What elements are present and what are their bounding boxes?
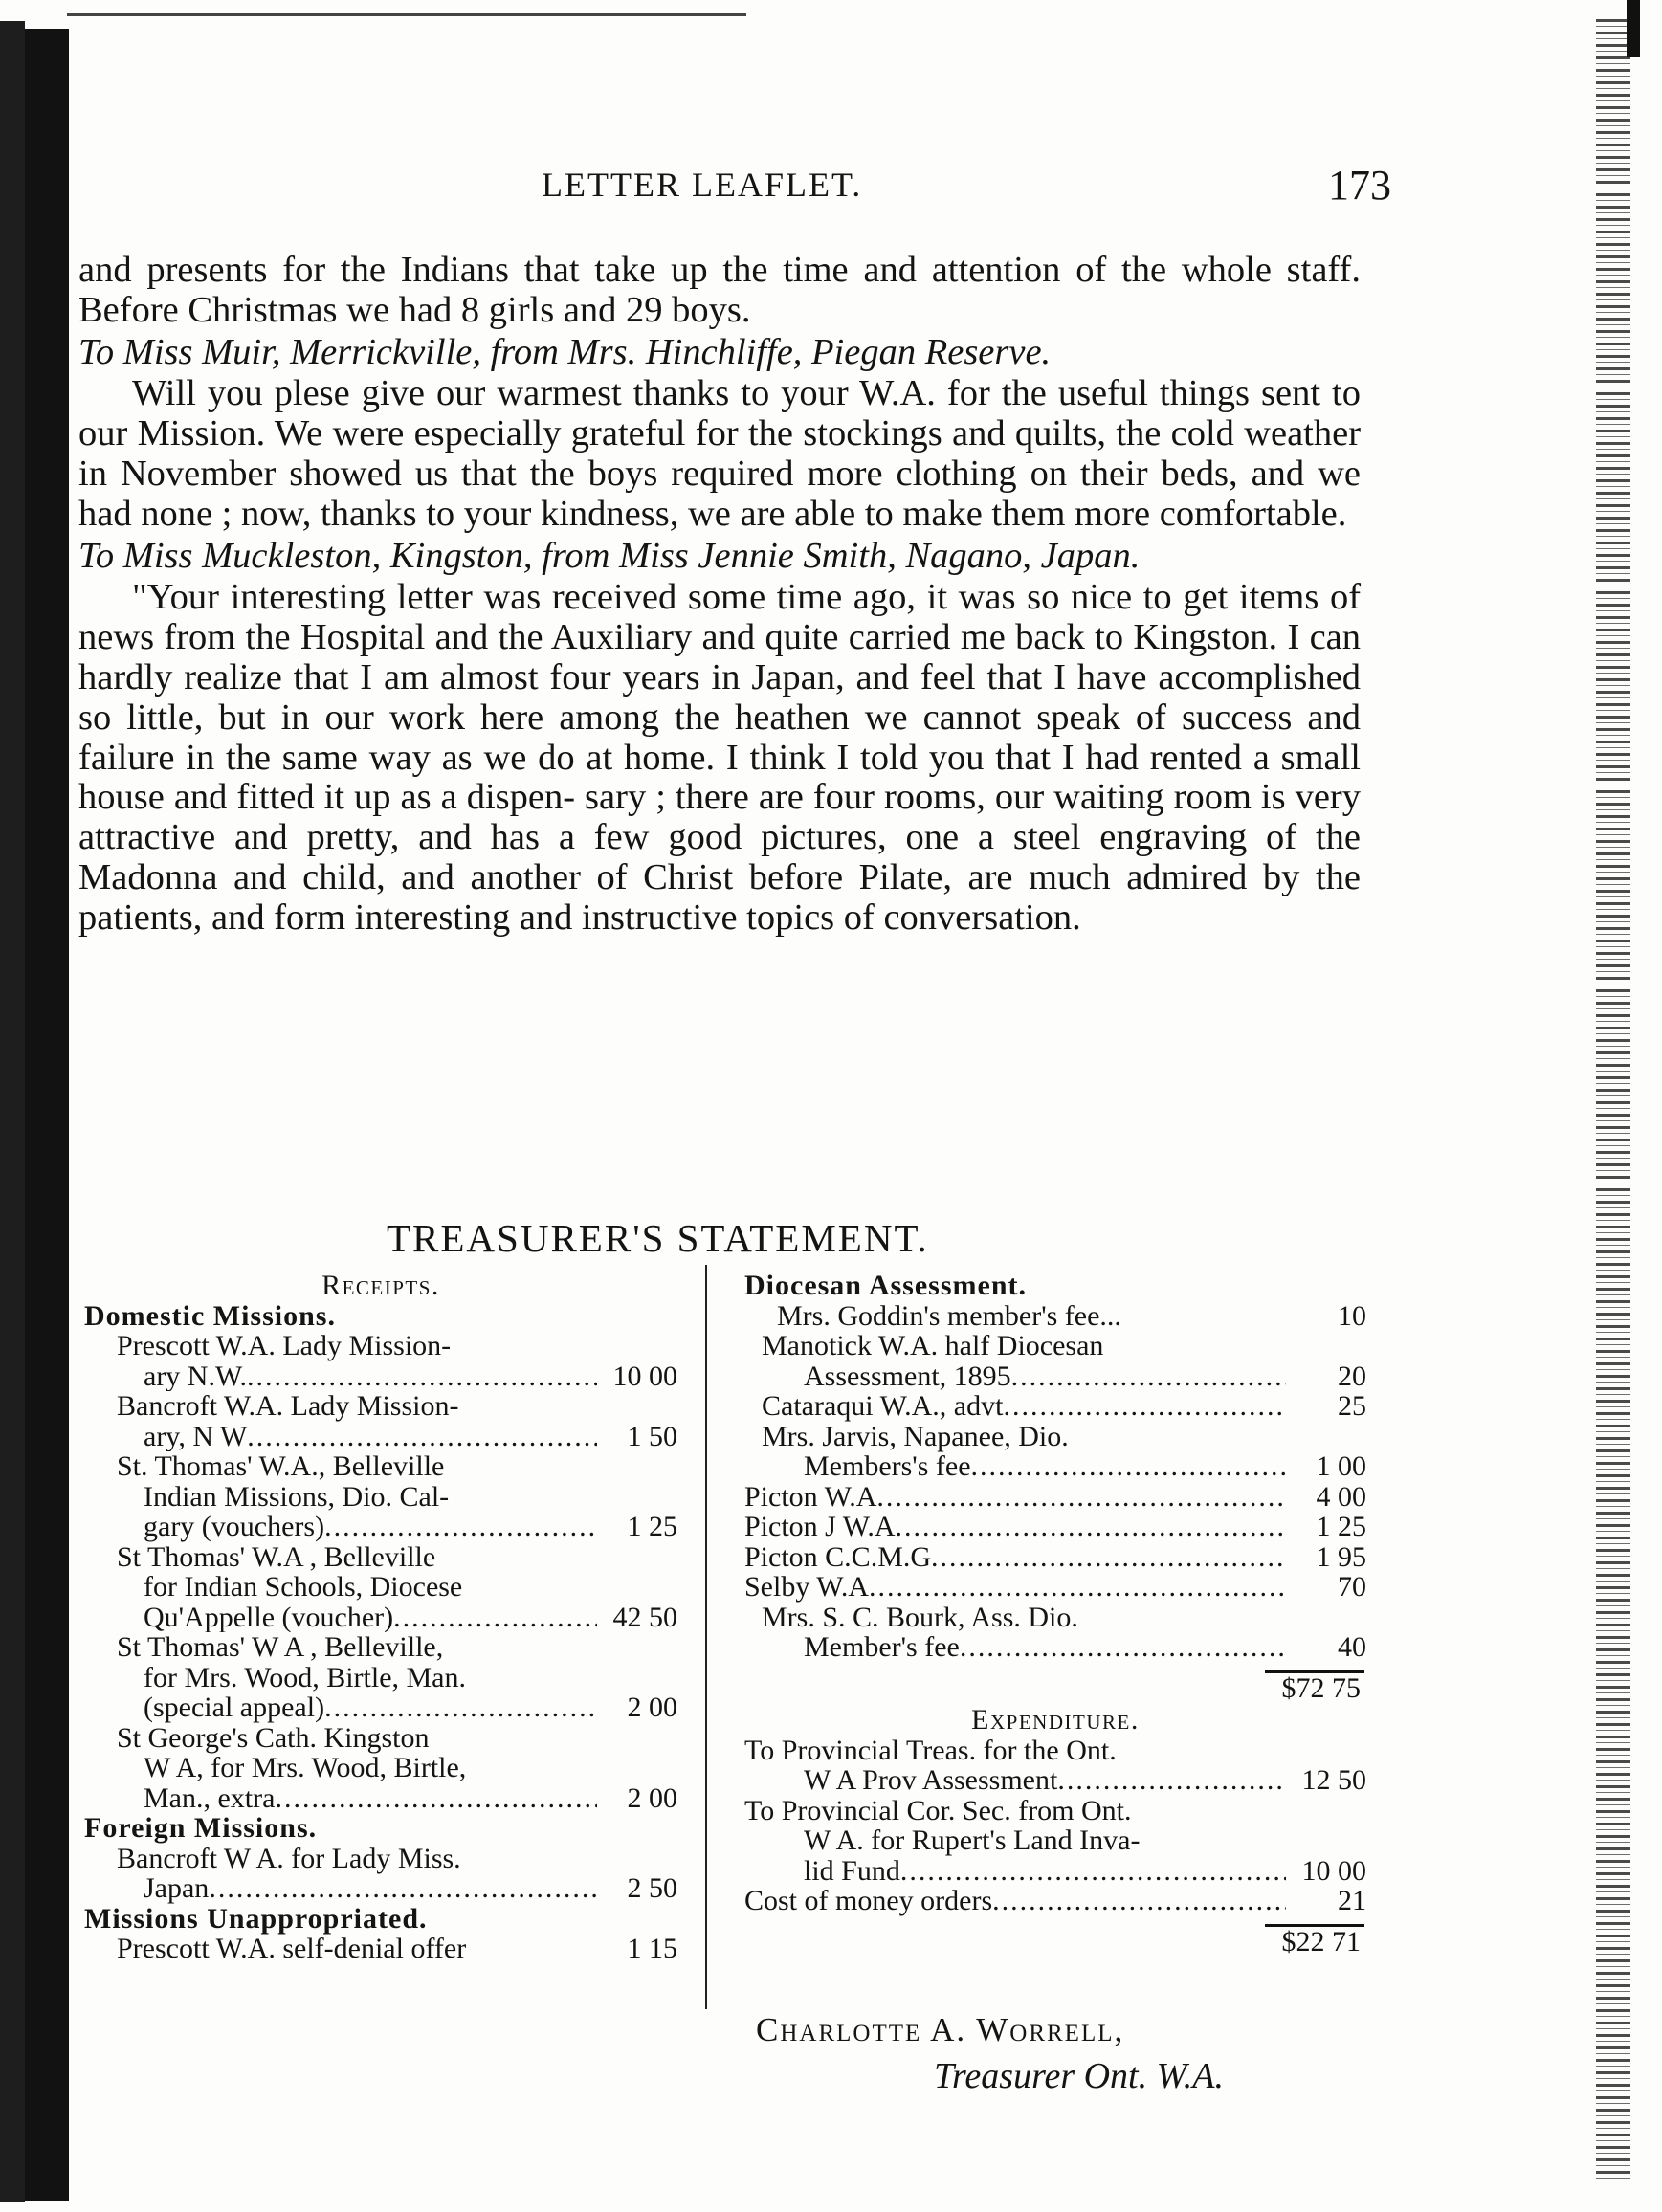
signature-name: Charlotte A. Worrell, bbox=[756, 2011, 1125, 2048]
amount: 70 bbox=[1338, 1571, 1366, 1603]
ledger-row bbox=[744, 1482, 1366, 1513]
ledger-row bbox=[84, 1512, 677, 1542]
amount: 21 bbox=[1338, 1885, 1366, 1916]
amount: 10 00 bbox=[1301, 1854, 1366, 1887]
entry-line: Member's fee bbox=[804, 1632, 960, 1663]
category-heading: Missions Unappropriated. bbox=[84, 1902, 428, 1935]
text-line: now, thanks to your kindness, we are able to make them more bbox=[241, 493, 1151, 534]
ledger-row bbox=[744, 1632, 1366, 1663]
text-line: almost four years in Japan, and feel that I have accomplished so bbox=[78, 656, 1361, 738]
amount: 2 00 bbox=[627, 1781, 677, 1814]
dot-leader bbox=[896, 1512, 1286, 1542]
entry-line: Indian Missions, Dio. Cal- bbox=[144, 1480, 450, 1513]
entry-line: Members's fee bbox=[804, 1451, 971, 1482]
entry-line: Assessment, 1895 bbox=[804, 1360, 1011, 1391]
diocesan-expenditure-column bbox=[744, 1271, 1366, 1957]
amount: 42 50 bbox=[612, 1601, 677, 1633]
entry-line: To Provincial Cor. Sec. from Ont. bbox=[744, 1794, 1132, 1826]
text-line: useful things sent to our Mission. We were especially grateful for bbox=[78, 373, 1361, 454]
scan-top-rule bbox=[67, 13, 746, 16]
ledger-row bbox=[744, 1391, 1366, 1422]
entry-line: W A Prov Assessment bbox=[804, 1765, 1058, 1796]
amount: 1 15 bbox=[627, 1933, 677, 1964]
category-heading: Diocesan Assessment. bbox=[744, 1270, 1027, 1301]
entry-line: gary (vouchers) bbox=[144, 1512, 325, 1542]
entry-line: Picton C.C.M.G bbox=[744, 1541, 932, 1572]
receipts-column bbox=[84, 1271, 677, 1964]
ledger-row bbox=[84, 1783, 677, 1814]
entry-line: Man., extra bbox=[144, 1782, 276, 1813]
entry-line: St George's Cath. Kingston bbox=[117, 1721, 430, 1754]
paragraph-3 bbox=[78, 578, 1361, 938]
text-line: that the boys required more clothing on their beds, and we had none ; bbox=[78, 453, 1361, 534]
category-heading: Domestic Missions. bbox=[84, 1299, 336, 1332]
amount: 20 bbox=[1338, 1360, 1366, 1392]
entry-line: Japan bbox=[144, 1873, 210, 1904]
entry-line: ary N.W. bbox=[144, 1360, 248, 1391]
ledger-row bbox=[744, 1451, 1366, 1482]
dot-leader bbox=[931, 1542, 1286, 1573]
amount: 1 00 bbox=[1316, 1450, 1366, 1482]
entry-line: Bancroft W A. for Lady Miss. bbox=[117, 1842, 461, 1874]
column-divider bbox=[705, 1265, 707, 2009]
dot-leader bbox=[275, 1783, 597, 1814]
entry-line: lid Fund bbox=[804, 1855, 900, 1886]
ledger-row bbox=[84, 1934, 677, 1964]
text-line: the stockings and quilts, the cold weather in November showed us bbox=[78, 413, 1362, 494]
dot-leader bbox=[971, 1451, 1286, 1482]
dot-leader bbox=[209, 1873, 597, 1904]
ledger-row bbox=[84, 1361, 677, 1392]
ledger-row bbox=[84, 1692, 677, 1723]
entry-line: Picton W.A bbox=[744, 1481, 877, 1512]
entry-line: ary, N W bbox=[144, 1421, 248, 1451]
text-line: Madonna and child, and another of Christ before Pilate, are much bbox=[78, 856, 1111, 897]
dot-leader bbox=[247, 1422, 597, 1452]
dot-leader bbox=[393, 1603, 597, 1633]
scan-edge-right-mark bbox=[1627, 0, 1640, 57]
entry-line: Cataraqui W.A., advt bbox=[762, 1391, 1004, 1422]
scan-edge-right bbox=[1596, 19, 1630, 2181]
signature-title: Treasurer Ont. W.A. bbox=[934, 2056, 1224, 2096]
dot-leader bbox=[1011, 1361, 1286, 1392]
dot-leader bbox=[324, 1692, 597, 1723]
entry-line: St. Thomas' W.A., Belleville bbox=[117, 1450, 445, 1482]
entry-line: for Mrs. Wood, Birtle, Man. bbox=[144, 1661, 467, 1693]
dot-leader bbox=[900, 1856, 1286, 1887]
entry-line: St Thomas' W.A , Belleville bbox=[117, 1540, 436, 1573]
amount: 1 25 bbox=[1316, 1511, 1366, 1542]
entry-line: Bancroft W.A. Lady Mission- bbox=[117, 1390, 459, 1422]
text-line: nice to get items of news from the Hospital and the Auxiliary and bbox=[78, 577, 1362, 658]
text-line: Will you plese give our warmest thanks to your W.A. for the bbox=[132, 373, 1047, 414]
ledger-row bbox=[744, 1542, 1366, 1573]
entry-line: W A. for Rupert's Land Inva- bbox=[804, 1825, 1141, 1856]
expenditure-total: $22 71 bbox=[1281, 1925, 1361, 1958]
category-heading: Foreign Missions. bbox=[84, 1812, 318, 1844]
ledger-row bbox=[744, 1301, 1366, 1332]
text-line: the whole staff. Before Christmas we had 8 girls and 29 boys. bbox=[78, 250, 1362, 330]
scan-edge-left bbox=[0, 21, 25, 2202]
amount: 25 bbox=[1338, 1390, 1366, 1422]
amount: 40 bbox=[1338, 1631, 1366, 1663]
text-line: and presents for the Indians that take up the time and attention of bbox=[78, 250, 1107, 290]
entry-line: St Thomas' W A , Belleville, bbox=[117, 1631, 444, 1663]
ledger-row bbox=[744, 1765, 1366, 1796]
entry-line: Qu'Appelle (voucher) bbox=[144, 1602, 394, 1632]
page-number: 173 bbox=[1328, 162, 1391, 209]
entry-line: To Provincial Treas. for the Ont. bbox=[744, 1734, 1117, 1766]
paragraph-1 bbox=[78, 251, 1361, 331]
entry-line: Selby W.A bbox=[744, 1572, 870, 1603]
amount: 2 50 bbox=[627, 1872, 677, 1904]
text-line: pretty, and has a few good pictures, one a steel engraving of the bbox=[306, 817, 1361, 858]
scan-edge-shadow bbox=[25, 29, 69, 2201]
text-line: "Your interesting letter was received some time ago, it was so bbox=[132, 577, 1060, 618]
dot-leader bbox=[960, 1632, 1286, 1663]
expenditure-heading: Expenditure. bbox=[971, 1704, 1140, 1736]
text-line: sary ; there are four rooms, our waiting room is very attractive and bbox=[78, 777, 1361, 858]
ledger-row bbox=[744, 1361, 1366, 1392]
running-title: LETTER LEAFLET. bbox=[542, 166, 863, 204]
amount: 1 50 bbox=[627, 1420, 677, 1452]
text-line: quite carried me back to Kingston. I can hardly realize that I am bbox=[78, 617, 1362, 697]
entry-line: for Indian Schools, Diocese bbox=[144, 1571, 463, 1603]
ledger-row bbox=[744, 1512, 1366, 1542]
amount: 2 00 bbox=[627, 1692, 677, 1723]
text-line: admired by the patients, and form interesting and instructive topics bbox=[78, 856, 1362, 938]
text-line: told you that I had rented a small house and fitted it up as a dispen- bbox=[78, 737, 1361, 818]
amount: 1 25 bbox=[627, 1511, 677, 1542]
entry-line: Picton J W.A bbox=[744, 1512, 896, 1542]
diocesan-total: $72 75 bbox=[1281, 1671, 1361, 1704]
entry-line: Mrs. S. C. Bourk, Ass. Dio. bbox=[762, 1601, 1078, 1633]
ledger-row bbox=[744, 1856, 1366, 1887]
dot-leader bbox=[1057, 1765, 1286, 1796]
letter-heading-2: To Miss Muckleston, Kingston, from Miss Jennie Smith, Nagano, Japan. bbox=[78, 535, 1141, 576]
ledger-row bbox=[744, 1572, 1366, 1603]
treasurer-statement-title: TREASURER'S STATEMENT. bbox=[387, 1216, 929, 1260]
entry-line: Prescott W.A. Lady Mission- bbox=[117, 1330, 452, 1361]
text-line: success and failure in the same way as we do at home. I think I bbox=[78, 697, 1361, 778]
dot-leader bbox=[1003, 1391, 1286, 1422]
amount: 12 50 bbox=[1301, 1764, 1366, 1796]
entry-line: Prescott W.A. self-denial offer bbox=[117, 1934, 467, 1964]
entry-line: Cost of money orders bbox=[744, 1886, 993, 1916]
entry-line: Mrs. Goddin's member's fee... bbox=[777, 1300, 1121, 1331]
ledger-row bbox=[84, 1422, 677, 1452]
dot-leader bbox=[869, 1572, 1286, 1603]
amount: 1 95 bbox=[1316, 1540, 1366, 1573]
entry-line: Mrs. Jarvis, Napanee, Dio. bbox=[762, 1420, 1069, 1452]
amount: 10 bbox=[1338, 1299, 1366, 1332]
dot-leader bbox=[992, 1886, 1286, 1916]
receipts-heading: Receipts. bbox=[321, 1270, 440, 1301]
text-line: comfortable. bbox=[1159, 493, 1347, 534]
letter-heading-1: To Miss Muir, Merrickville, from Mrs. Hinchliffe, Piegan Reserve. bbox=[78, 331, 1052, 372]
amount: 4 00 bbox=[1316, 1480, 1366, 1513]
ledger-row bbox=[84, 1873, 677, 1904]
entry-line: W A, for Mrs. Wood, Birtle, bbox=[144, 1752, 467, 1783]
dot-leader bbox=[247, 1361, 597, 1392]
paragraph-2 bbox=[78, 374, 1361, 534]
dot-leader bbox=[324, 1512, 597, 1542]
page-header bbox=[84, 161, 1391, 218]
dot-leader bbox=[876, 1482, 1286, 1513]
text-line: of conversation. bbox=[843, 896, 1081, 938]
letter-body bbox=[78, 251, 1361, 939]
entry-line: (special appeal) bbox=[144, 1692, 325, 1723]
text-line: little, but in our work here among the heathen we cannot speak of bbox=[126, 697, 1166, 738]
entry-line: Manotick W.A. half Diocesan bbox=[762, 1330, 1104, 1361]
ledger-row bbox=[84, 1603, 677, 1633]
ledger-row bbox=[744, 1886, 1366, 1916]
amount: 10 00 bbox=[612, 1360, 677, 1392]
